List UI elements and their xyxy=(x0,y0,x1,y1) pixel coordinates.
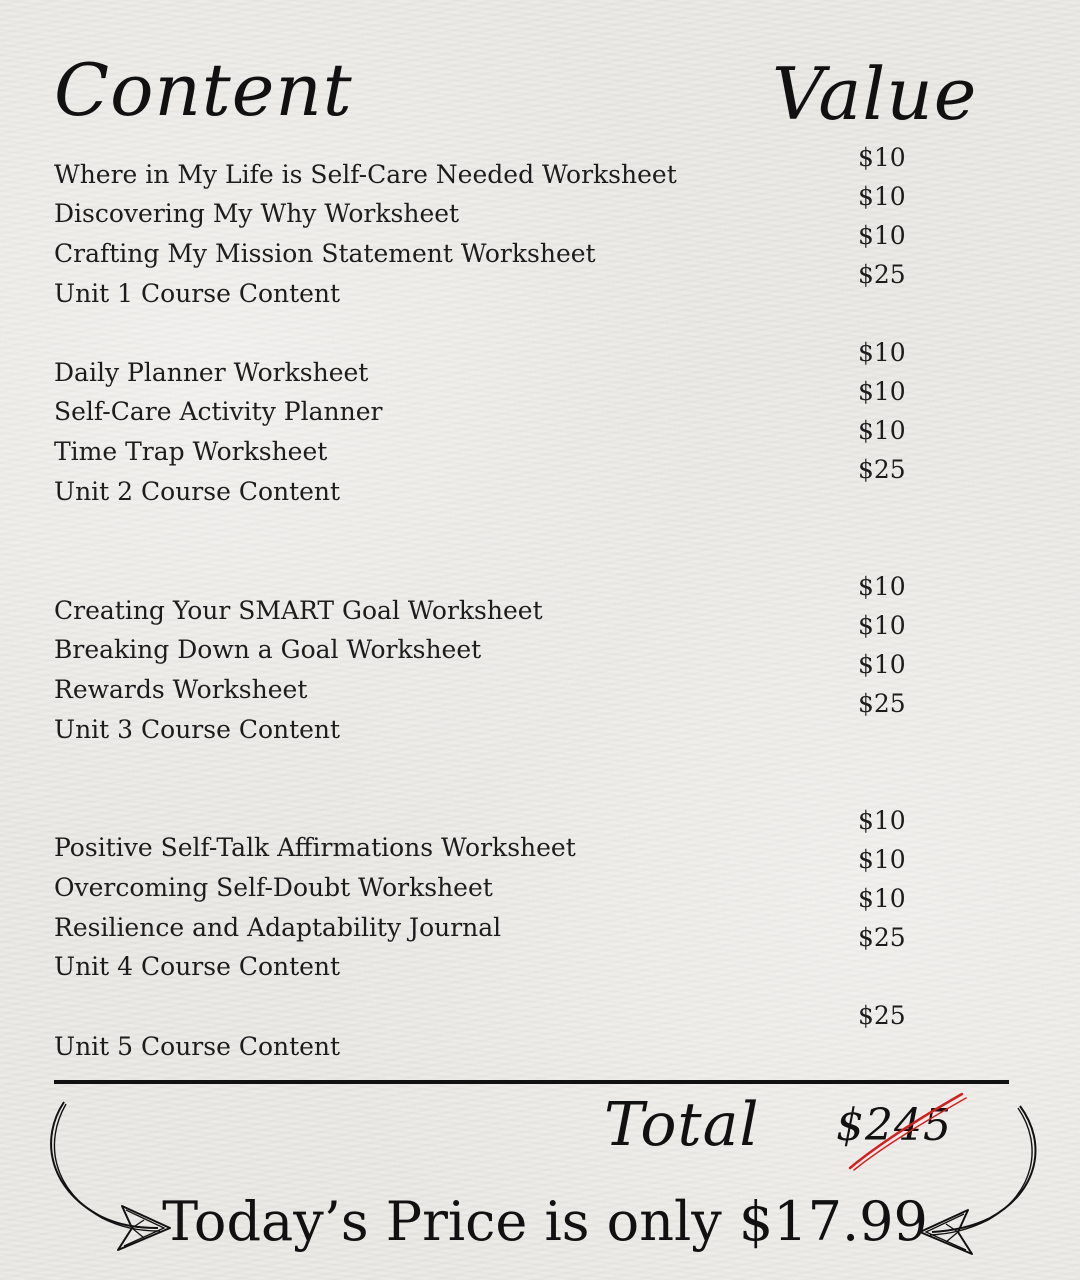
item-price: $10 xyxy=(858,572,906,601)
item-label: Unit 5 Course Content xyxy=(54,1032,341,1061)
item-label: Positive Self-Talk Affirmations Worksheet xyxy=(54,833,576,862)
item-price: $10 xyxy=(858,884,906,913)
item-label: Where in My Life is Self-Care Needed Worksheet xyxy=(54,160,677,189)
item-label: Daily Planner Worksheet xyxy=(54,358,369,387)
item-label: Discovering My Why Worksheet xyxy=(54,199,460,228)
item-label: Rewards Worksheet xyxy=(54,675,308,704)
item-price: $10 xyxy=(858,143,906,172)
item-price: $10 xyxy=(858,377,906,406)
item-label: Time Trap Worksheet xyxy=(54,437,328,466)
item-label: Crafting My Mission Statement Worksheet xyxy=(54,239,596,268)
item-label: Unit 4 Course Content xyxy=(54,952,341,981)
item-label: Breaking Down a Goal Worksheet xyxy=(54,635,482,664)
item-price: $10 xyxy=(858,338,906,367)
item-price: $10 xyxy=(858,416,906,445)
item-price: $10 xyxy=(858,806,906,835)
item-label: Overcoming Self-Doubt Worksheet xyxy=(54,873,493,902)
item-label: Unit 3 Course Content xyxy=(54,715,341,744)
content-heading: Content xyxy=(54,48,353,132)
value-heading: Value xyxy=(772,52,978,136)
item-price: $10 xyxy=(858,182,906,211)
item-price: $10 xyxy=(858,845,906,874)
item-label: Unit 1 Course Content xyxy=(54,279,341,308)
todays-price-offer: Today’s Price is only $17.99 xyxy=(162,1190,928,1253)
item-label: Creating Your SMART Goal Worksheet xyxy=(54,596,543,625)
item-label: Resilience and Adaptability Journal xyxy=(54,913,502,942)
item-price: $25 xyxy=(858,260,906,289)
item-price: $25 xyxy=(858,923,906,952)
total-label: Total xyxy=(604,1090,760,1160)
item-price: $25 xyxy=(858,1001,906,1030)
item-price: $25 xyxy=(858,455,906,484)
item-price: $10 xyxy=(858,650,906,679)
total-value: $245 xyxy=(836,1100,952,1151)
item-price: $10 xyxy=(858,221,906,250)
item-price: $25 xyxy=(858,689,906,718)
item-price: $10 xyxy=(858,611,906,640)
item-label: Self-Care Activity Planner xyxy=(54,397,383,426)
item-label: Unit 2 Course Content xyxy=(54,477,341,506)
total-divider xyxy=(54,1080,1009,1084)
